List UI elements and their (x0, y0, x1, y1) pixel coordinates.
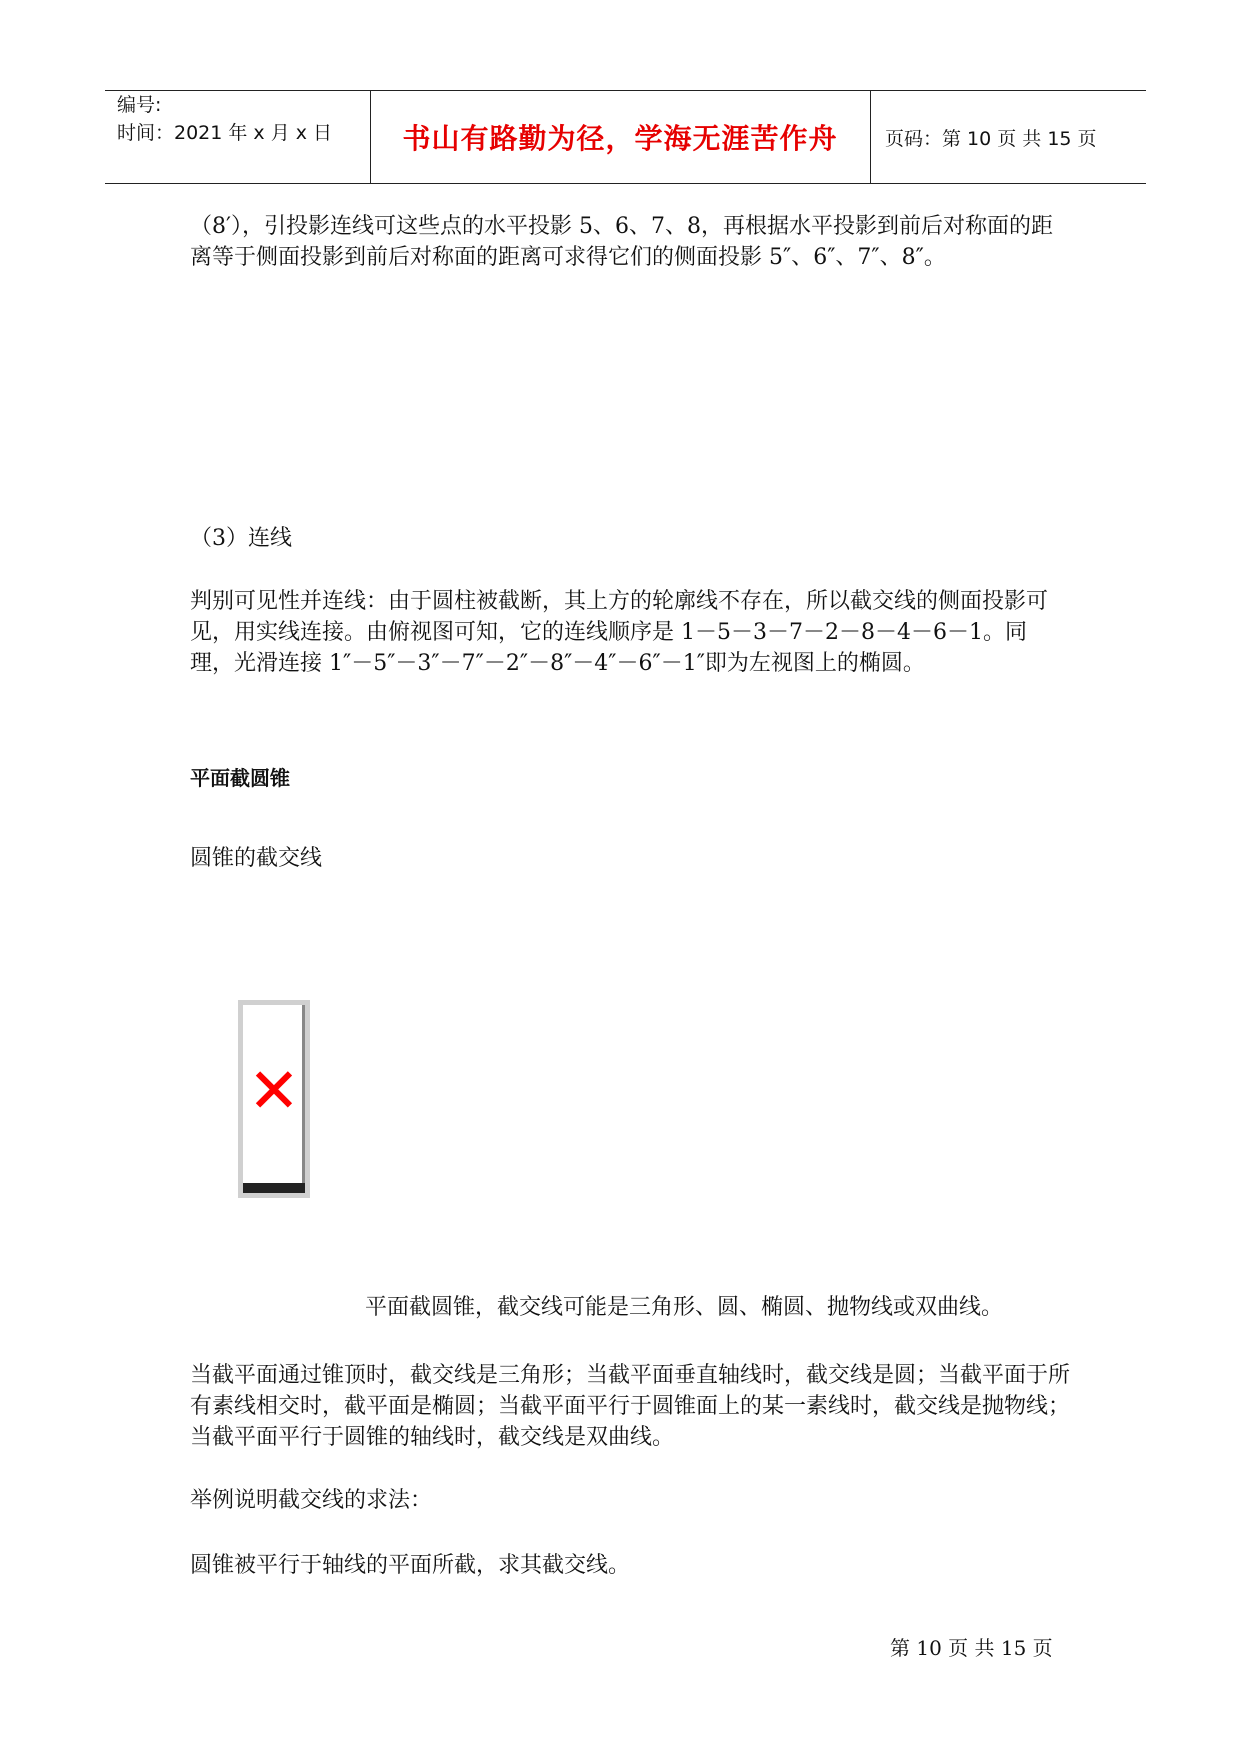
header-divider (870, 91, 871, 183)
time-label: 时间：2021 年 x 月 x 日 (117, 122, 333, 144)
step-heading: （3）连线 (190, 526, 292, 551)
subtitle: 圆锥的截交线 (190, 846, 323, 871)
serial-label: 编号: (117, 94, 162, 116)
header-page-label: 页码：第 10 页 共 15 页 (885, 127, 1097, 150)
section-title: 平面截圆锥 (190, 766, 290, 790)
paragraph-projection: （8′），引投影连线可这些点的水平投影 5、6、7、8，再根据水平投影到前后对称面的距离等于侧面投影到前后对称面的距离可求得它们的侧面投影 5″、6″、7″、8″。 (190, 214, 1053, 270)
figure-caption: 平面截圆锥，截交线可能是三角形、圆、椭圆、抛物线或双曲线。 (365, 1295, 1004, 1320)
paragraph-task: 圆锥被平行于轴线的平面所截，求其截交线。 (190, 1553, 631, 1578)
image-error-x-icon: ✕ (248, 1054, 300, 1127)
paragraph-connect: 判别可见性并连线：由于圆柱被截断，其上方的轮廓线不存在，所以截交线的侧面投影可见，用实线连接。由俯视图可知，它的连线顺序是 1－5－3－7－2－8－4－6－1。同理，光滑连接 1″－5″－3″－7″－2″－8″－4″－6″－1″即为左视图上的椭圆。 (190, 589, 1049, 676)
page-header (105, 90, 1146, 184)
paragraph-conic-sections: 当截平面通过锥顶时，截交线是三角形；当截平面垂直轴线时，截交线是圆；当截平面于所有素线相交时，截平面是椭圆；当截平面平行于圆锥面上的某一素线时，截交线是抛物线；当截平面平行于圆锥的轴线时，截交线是双曲线。 (190, 1363, 1071, 1450)
page-footer: 第 10 页 共 15 页 (890, 1636, 1053, 1660)
header-motto: 书山有路勤为径，学海无涯苦作舟 (402, 122, 838, 155)
header-info (117, 91, 367, 183)
broken-image-icon (238, 1000, 310, 1198)
paragraph-example: 举例说明截交线的求法： (190, 1488, 433, 1513)
